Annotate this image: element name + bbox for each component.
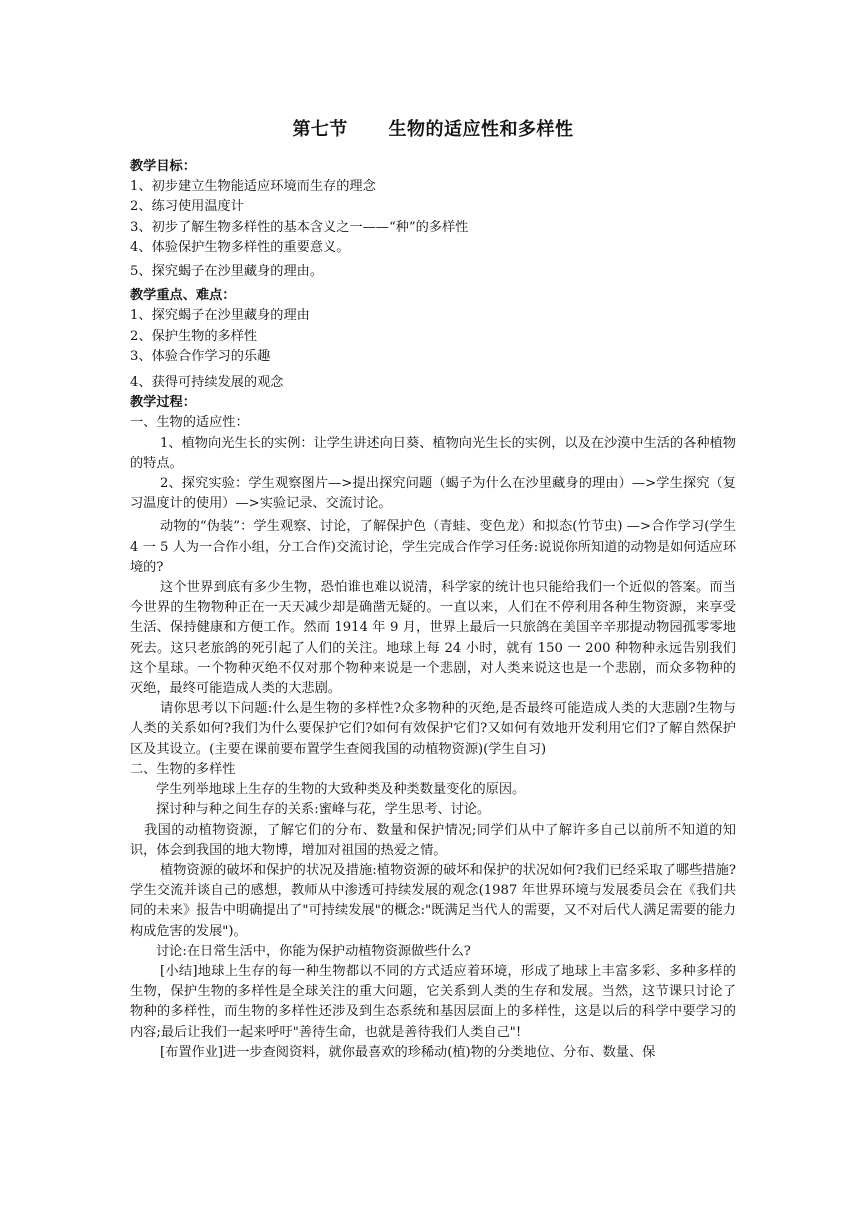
paragraph: [小结]地球上生存的每一种生物都以不同的方式适应着环境，形成了地球上丰富多彩、多种多样的生物，保护生物的多样性是全球关注的重大问题，它关系到人类的生存和发展。当然，这节课只讨论了物种的多样性，而生物的多样性还涉及到生态系统和基因层面上的多样性，这是以后的科学中要学习的内容;最后让我们一起来呼吁"善待生命，也就是善待我们人类自己"! [130, 963, 736, 1040]
goal-item: 1、初步建立生物能适应环境而生存的理念 [130, 179, 376, 195]
paragraph: 讨论:在日常生活中，你能为保护动植物资源做些什么? [156, 943, 471, 959]
paragraph: 2、探究实验：学生观察图片—>提出探究问题（蝎子为什么在沙里藏身的理由）—>学生探究（复习温度计的使用）—>实验记录、交流讨论。 [130, 476, 736, 512]
section-title: 二、生物的多样性 [130, 761, 236, 777]
paragraph: [布置作业]进一步查阅资料，就你最喜欢的珍稀动(植)物的分类地位、分布、数量、保 [160, 1044, 656, 1060]
goal-item: 3、初步了解生物多样性的基本含义之一——“种”的多样性 [130, 219, 469, 235]
goal-item: 2、练习使用温度计 [130, 199, 244, 215]
section-title: 一、生物的适应性： [130, 415, 249, 431]
key-points-heading: 教学重点、难点： [130, 288, 236, 304]
paragraph: 动物的“伪装”：学生观察、讨论，了解保护色（青蛙、变色龙）和拟态(竹节虫) —>合作学习(学生 4 一 5 人为一合作小组，分工合作)交流讨论，学生完成合作学习任务:说说你所知道的动物是如何适应环境的? [130, 519, 737, 575]
key-point-item: 2、保护生物的多样性 [130, 328, 258, 344]
paragraph: 学生列举地球上生存的生物的大致种类及种类数量变化的原因。 [156, 782, 526, 798]
goal-item: 5、探究蝎子在沙里藏身的理由。 [130, 264, 324, 280]
paragraph: 探讨种与种之间生存的关系:蜜峰与花，学生思考、讨论。 [156, 802, 491, 818]
paragraph: 我国的动植物资源，了解它们的分布、数量和保护情况;同学们从中了解许多自己以前所不知道的知识，体会到我国的地大物博，增加对祖国的热爱之情。 [130, 822, 736, 858]
goal-item: 4、体验保护生物多样性的重要意义。 [130, 239, 350, 255]
page-title: 第七节 生物的适应性和多样性 [292, 119, 574, 140]
key-point-item: 1、探究蝎子在沙里藏身的理由 [130, 308, 310, 324]
process-heading: 教学过程： [130, 395, 196, 411]
document-body [130, 157, 736, 1063]
paragraph: 植物资源的破坏和保护的状况及措施:植物资源的破坏和保护的状况如何?我们已经采取了哪些措施?学生交流并谈自己的感想，教师从中渗透可持续发展的观念(1987 年世界环境与发展委员会在《我们共同的未来》报告中明确提出了"可持续发展"的概念:"既满足当代人的需要，又不对后代人满足需要的能力构成危害的发展")。 [130, 862, 736, 939]
paragraph: 请你思考以下问题:什么是生物的多样性?众多物种的灭绝,是否最终可能造成人类的大悲剧?生物与人类的关系如何?我们为什么要保护它们?如何有效保护它们?又如何有效地开发利用它们?了解自然保护区及其设立。(主要在课前要布置学生查阅我国的动植物资源)(学生自习) [130, 701, 736, 757]
paragraph: 1、植物向光生长的实例：让学生讲述向日葵、植物向光生长的实例，以及在沙漠中生活的各种植物的特点。 [130, 435, 736, 471]
paragraph: 这个世界到底有多少生物，恐怕谁也难以说清，科学家的统计也只能给我们一个近似的答案。而当今世界的生物物种正在一天天减少却是确凿无疑的。一直以来，人们在不停利用各种生物资源，来享受生活、保持健康和方便工作。然而 1914 年 9 月，世界上最后一只旅鸽在美国辛辛那提动物园孤零零地死去。这只老旅鸽的死引起了人们的关注。地球上每 24 小时，就有 150 一 200 种物种永远告别我们这个星球。一个物种灭绝不仅对那个物种来说是一个悲剧，对人类来说这也是一个悲剧，而众多物种的灭绝，最终可能造成人类的大悲剧。 [130, 580, 736, 697]
goals-heading: 教学目标： [130, 159, 196, 174]
key-point-item: 3、体验合作学习的乐趣 [130, 348, 271, 364]
key-point-item: 4、获得可持续发展的观念 [130, 375, 284, 391]
